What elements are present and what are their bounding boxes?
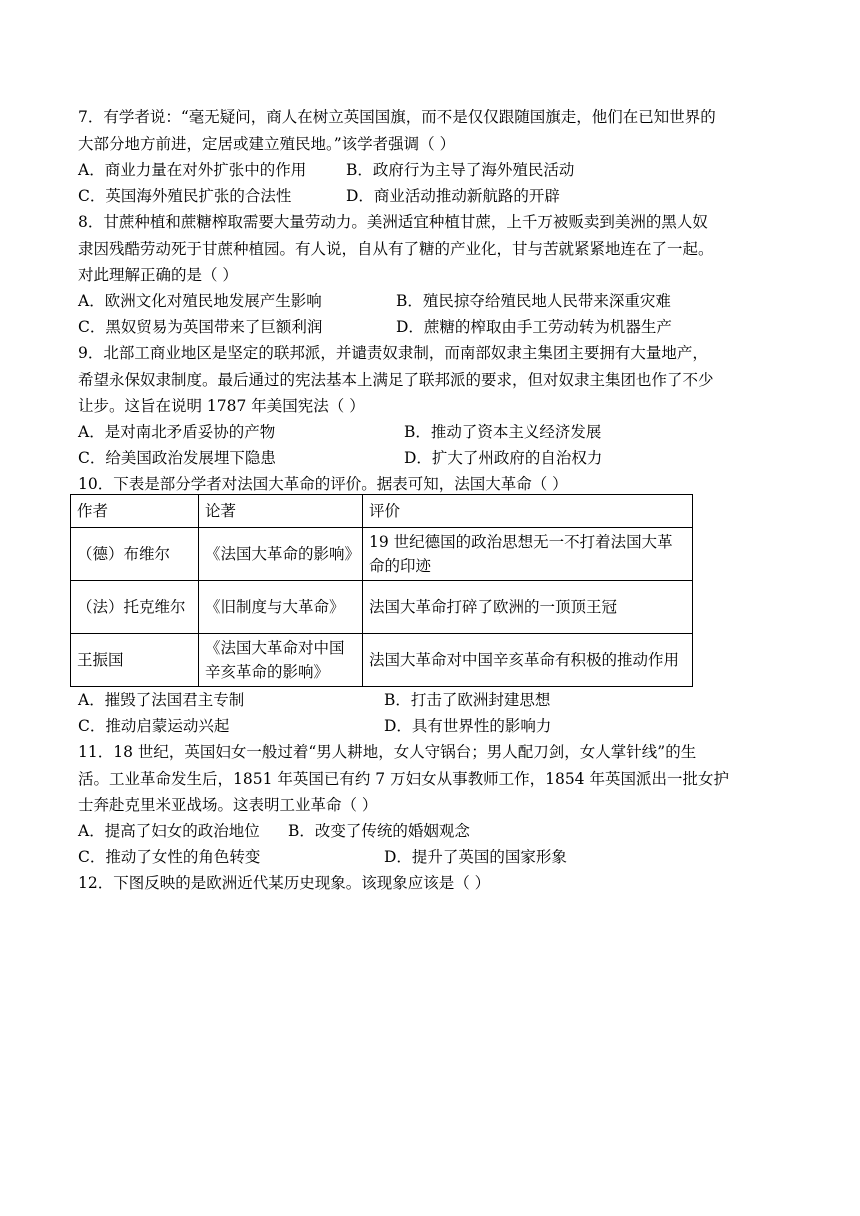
q9-stem-line-3: 让步。这旨在说明 1787 年美国宪法（ ） <box>78 397 365 415</box>
q10-option-c: C．推动启蒙运动兴起 <box>78 717 230 735</box>
q8-option-c: C．黑奴贸易为英国带来了巨额利润 <box>78 318 323 336</box>
q8-stem-line-2: 隶因残酷劳动死于甘蔗种植园。有人说，自从有了糖的产业化，甘与苦就紧紧地连在了一起。 <box>78 240 714 258</box>
table-cell-work: 《法国大革命对中国辛亥革命的影响》 <box>199 634 363 687</box>
q9-option-a: A．是对南北矛盾妥协的产物 <box>78 423 276 441</box>
q10-option-d: D．具有世界性的影响力 <box>384 717 552 735</box>
q7-stem-line-2: 大部分地方前进，定居或建立殖民地。”该学者强调（ ） <box>78 135 456 153</box>
table-cell-evaluation: 法国大革命对中国辛亥革命有积极的推动作用 <box>363 634 693 687</box>
q8-option-a: A．欧洲文化对殖民地发展产生影响 <box>78 292 322 310</box>
q9-stem-line-2: 希望永保奴隶制度。最后通过的宪法基本上满足了联邦派的要求，但对奴隶主集团也作了不少 <box>78 371 714 389</box>
q7-option-a: A．商业力量在对外扩张中的作用 <box>78 161 307 179</box>
q7-option-c: C．英国海外殖民扩张的合法性 <box>78 187 292 205</box>
q11-stem-line-1: 11．18 世纪，英国妇女一般过着“男人耕地，女人守锅台；男人配刀剑，女人掌针线”的生 <box>78 743 697 761</box>
q11-option-d: D．提升了英国的国家形象 <box>384 848 567 866</box>
table-cell-work: 《旧制度与大革命》 <box>199 581 363 634</box>
q7-option-b: B．政府行为主导了海外殖民活动 <box>346 161 575 179</box>
table-cell-evaluation: 法国大革命打碎了欧洲的一顶顶王冠 <box>363 581 693 634</box>
q9-option-b: B．推动了资本主义经济发展 <box>404 423 602 441</box>
q8-stem-line-1: 8．甘蔗种植和蔗糖榨取需要大量劳动力。美洲适宜种植甘蔗，上千万被贩卖到美洲的黑人奴 <box>78 213 708 231</box>
evaluation-table <box>70 494 693 687</box>
table-cell-work: 《法国大革命的影响》 <box>199 528 363 581</box>
table-header-author: 作者 <box>71 495 199 528</box>
table-cell-evaluation: 19 世纪德国的政治思想无一不打着法国大革命的印迹 <box>363 528 693 581</box>
table-row <box>71 581 693 634</box>
q11-option-c: C．推动了女性的角色转变 <box>78 848 261 866</box>
q8-stem-line-3: 对此理解正确的是（ ） <box>78 266 238 284</box>
table-row <box>71 528 693 581</box>
table-cell-author: （德）布维尔 <box>71 528 199 581</box>
table-cell-author: 王振国 <box>71 634 199 687</box>
q8-option-d: D．蔗糖的榨取由手工劳动转为机器生产 <box>396 318 672 336</box>
q7-stem-line-1: 7．有学者说：“毫无疑问，商人在树立英国国旗，而不是仅仅跟随国旗走，他们在已知世界的 <box>78 108 716 126</box>
q9-option-d: D．扩大了州政府的自治权力 <box>404 449 603 467</box>
table-cell-author: （法）托克维尔 <box>71 581 199 634</box>
table-header-row <box>71 495 693 528</box>
q11-stem-line-3: 士奔赴克里米亚战场。这表明工业革命（ ） <box>78 796 378 814</box>
q9-stem-line-1: 9．北部工商业地区是坚定的联邦派，并谴责奴隶制，而南部奴隶主集团主要拥有大量地产， <box>78 344 708 362</box>
q9-option-c: C．给美国政治发展埋下隐患 <box>78 449 276 467</box>
q10-option-b: B．打击了欧洲封建思想 <box>384 691 551 709</box>
q11-stem-line-2: 活。工业革命发生后，1851 年英国已有约 7 万妇女从事教师工作，1854 年英国派出一批女护 <box>78 770 729 788</box>
q10-option-a: A．摧毁了法国君主专制 <box>78 691 245 709</box>
table-row <box>71 634 693 687</box>
table-header-evaluation: 评价 <box>363 495 693 528</box>
q8-option-b: B．殖民掠夺给殖民地人民带来深重灾难 <box>396 292 671 310</box>
q12-stem-line-1: 12．下图反映的是欧洲近代某历史现象。该现象应该是（ ） <box>78 874 491 892</box>
q7-option-d: D．商业活动推动新航路的开辟 <box>346 187 560 205</box>
table-header-work: 论著 <box>199 495 363 528</box>
q10-stem-line-1: 10．下表是部分学者对法国大革命的评价。据表可知，法国大革命（ ） <box>78 475 568 493</box>
q11-option-a: A．提高了妇女的政治地位 <box>78 822 260 840</box>
q11-option-b: B．改变了传统的婚姻观念 <box>288 822 470 840</box>
